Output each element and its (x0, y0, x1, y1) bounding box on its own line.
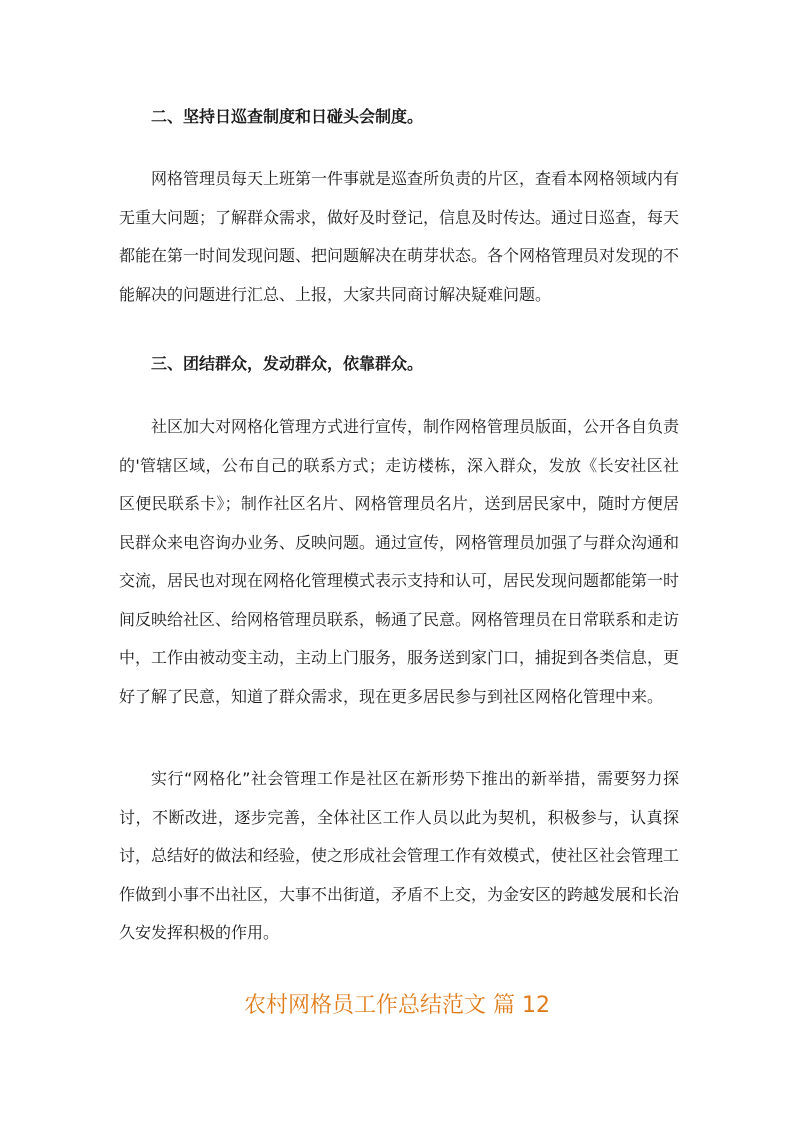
section-title: 农村网格员工作总结范文 篇 12 (244, 993, 550, 1018)
paragraph-daily-patrol: 网格管理员每天上班第一件事就是巡查所负责的片区，查看本网格领域内有无重大问题；了解群众需求，做好及时登记，信息及时传达。通过日巡查，每天都能在第一时间发现问题、把问题解决在萌芽状态。各个网格管理员对发现的不能解决的问题进行汇总、上报，大家共同商讨解决疑难问题。 (119, 169, 680, 304)
paragraph-mobilize-masses: 社区加大对网格化管理方式进行宣传，制作网格管理员版面，公开各自负责的'管辖区域，公布自己的联系方式；走访楼栋，深入群众，发放《长安社区社区便民联系卡》；制作社区名片、网格管理员名片，送到居民家中，随时方便居民群众来电咨询办业务、反映问题。通过宣传，网格管理员加强了与群众沟通和交流，居民也对现在网格化管理模式表示支持和认可，居民发现问题都能第一时间反映给社区、给网格管理员联系，畅通了民意。网格管理员在日常联系和走访中，工作由被动变主动，主动上门服务，服务送到家门口，捕捉到各类信息，更好了解了民意，知道了群众需求，现在更多居民参与到社区网格化管理中来。 (119, 417, 680, 706)
paragraph-grid-management: 实行“网格化”社会管理工作是社区在新形势下推出的新举措，需要努力探讨，不断改进，逐步完善，全体社区工作人员以此为契机，积极参与，认真探讨，总结好的做法和经验，使之形成社会管理工作有效模式，使社区社会管理工作做到小事不出社区，大事不出街道，矛盾不上交，为金安区的跨越发展和长治久安发挥积极的作用。 (119, 769, 680, 942)
heading-section-3: 三、团结群众，发动群众，依靠群众。 (151, 354, 424, 373)
heading-section-2: 二、坚持日巡查制度和日碰头会制度。 (151, 107, 424, 126)
